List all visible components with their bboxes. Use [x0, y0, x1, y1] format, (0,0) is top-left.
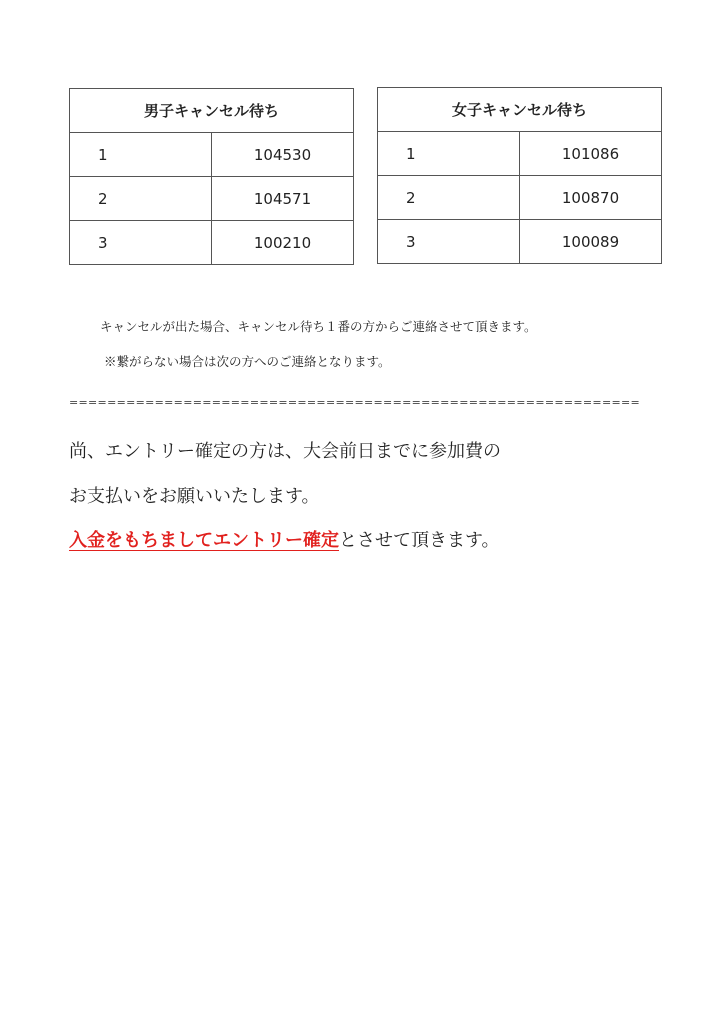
women-cancel-wait-table: [377, 87, 662, 264]
payment-message-line1: 尚、エントリー確定の方は、大会前日までに参加費の: [69, 441, 501, 462]
entry-number-cell: 101086: [520, 132, 662, 176]
men-table-header: 男子キャンセル待ち: [70, 89, 354, 133]
table-row: [378, 176, 662, 220]
table-row: [378, 132, 662, 176]
rank-cell: 1: [378, 132, 520, 176]
table-row: [70, 133, 354, 177]
entry-number-cell: 104530: [212, 133, 354, 177]
cancel-contact-note: キャンセルが出た場合、キャンセル待ち１番の方からご連絡させて頂きます。: [100, 319, 537, 334]
rank-cell: 1: [70, 133, 212, 177]
rank-cell: 3: [70, 221, 212, 265]
payment-message-line3: [69, 526, 500, 552]
unreachable-note: ※繋がらない場合は次の方へのご連絡となります。: [104, 354, 391, 369]
divider-line: ============================================================: [69, 396, 641, 409]
entry-number-cell: 100089: [520, 220, 662, 264]
table-row: [70, 221, 354, 265]
entry-number-cell: 100210: [212, 221, 354, 265]
payment-message-line3-rest: とさせて頂きます。: [339, 530, 500, 551]
payment-message-line2: お支払いをお願いいたします。: [69, 486, 320, 507]
entry-confirmed-highlight: 入金をもちましてエントリー確定: [69, 530, 339, 551]
table-row: [70, 177, 354, 221]
entry-number-cell: 104571: [212, 177, 354, 221]
rank-cell: 2: [378, 176, 520, 220]
table-row: [378, 220, 662, 264]
women-table-header: 女子キャンセル待ち: [378, 88, 662, 132]
entry-number-cell: 100870: [520, 176, 662, 220]
rank-cell: 3: [378, 220, 520, 264]
men-cancel-wait-table: [69, 88, 354, 265]
rank-cell: 2: [70, 177, 212, 221]
